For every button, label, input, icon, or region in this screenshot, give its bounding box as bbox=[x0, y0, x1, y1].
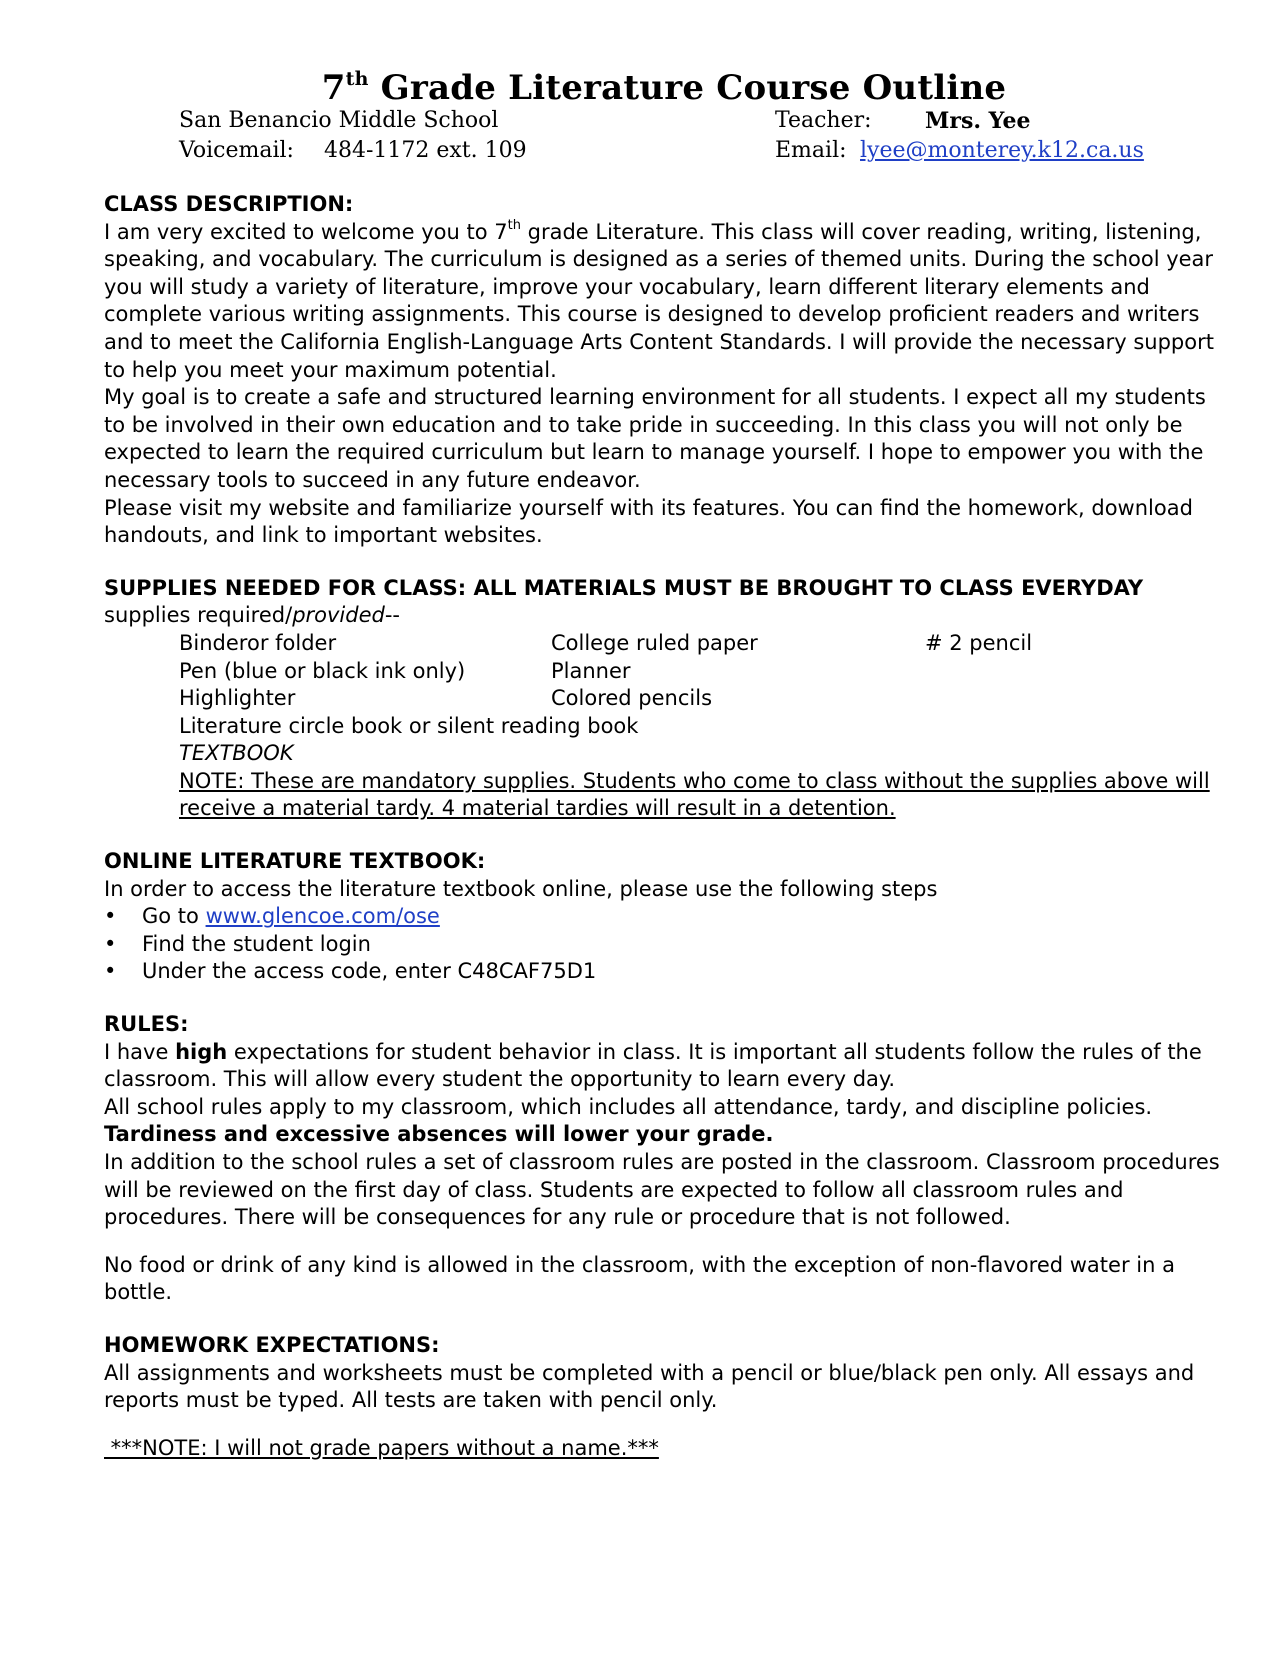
teacher-label: Teacher: bbox=[775, 108, 872, 133]
supplies-list bbox=[104, 630, 1224, 713]
supply-item: College ruled paper bbox=[551, 630, 758, 655]
rules-paragraph-3: In addition to the school rules a set of classroom rules are posted in the classroom. Classroom procedures will be reviewed on the first day of class. Students are expected to follow all classroom rules and procedures. There will be consequences for any rule or procedure that is not followed. bbox=[104, 1150, 1220, 1230]
supply-item: Planner bbox=[551, 658, 631, 683]
bullet-icon: • bbox=[104, 931, 117, 956]
literature-book-item: Literature circle book or silent reading book bbox=[179, 713, 639, 738]
email-label: Email: bbox=[775, 138, 847, 163]
rules-paragraph-2 bbox=[104, 1094, 1224, 1149]
step-text bbox=[142, 903, 440, 931]
supplies-note bbox=[104, 768, 1224, 823]
glencoe-link[interactable]: www.glencoe.com/ose bbox=[205, 904, 440, 929]
supply-item bbox=[925, 658, 1175, 686]
title-grade-suffix: th bbox=[345, 68, 369, 90]
textbook-item: TEXTBOOK bbox=[179, 741, 294, 766]
goal-paragraph: My goal is to create a safe and structured learning environment for all students. I expect all my students to be involved in their own education and to take pride in succeeding. In this class you will not only be expected to learn the required curriculum but learn to manage yourself. I hope to empower you with the necessary tools to succeed in any future endeavor. bbox=[104, 385, 1206, 492]
homework-note bbox=[104, 1435, 1224, 1463]
website-paragraph: Please visit my website and familiarize yourself with its features. You can find the homework, download handouts, and link to important websites. bbox=[104, 495, 1193, 548]
homework-heading: HOMEWORK EXPECTATIONS: bbox=[104, 1332, 440, 1357]
voicemail-value: 484-1172 ext. 109 bbox=[323, 138, 527, 163]
supply-item: Highlighter bbox=[179, 686, 296, 711]
homework-paragraph: All assignments and worksheets must be completed with a pencil or blue/black pen only. All essays and reports must be typed. All tests are taken with pencil only. bbox=[104, 1360, 1195, 1413]
rules-section bbox=[104, 1011, 1224, 1307]
tardiness-warning: Tardiness and excessive absences will lower your grade. bbox=[104, 1122, 774, 1147]
email-cell bbox=[860, 136, 1225, 166]
voicemail bbox=[179, 136, 775, 166]
supply-item: Colored pencils bbox=[551, 686, 713, 711]
bullet-icon: • bbox=[104, 959, 117, 984]
class-description-text-cont: grade Literature. This class will cover reading, writing, listening, speaking, and vocabulary. The curriculum is designed as a series of themed units. During the school year you will study a variety of literature, improve your vocabulary, learn different literary elements and complete various writing assignments. This course is designed to develop proficient readers and writers and to meet the California English-Language Arts Content Standards. I will provide the necessary support to help you meet your maximum potential. bbox=[104, 219, 1214, 382]
list-item bbox=[104, 958, 1224, 986]
voicemail-label: Voicemail: bbox=[179, 138, 294, 163]
rules-heading: RULES: bbox=[104, 1012, 189, 1037]
rules-paragraph-1 bbox=[104, 1039, 1224, 1094]
online-textbook-section bbox=[104, 848, 1224, 986]
class-description-paragraph bbox=[104, 219, 1224, 385]
supplies-intro bbox=[104, 602, 1224, 630]
list-item bbox=[104, 931, 1224, 959]
rules-text: I have bbox=[104, 1039, 176, 1064]
step-prefix: Go to bbox=[142, 904, 206, 929]
supply-item bbox=[925, 685, 1175, 713]
step-text: Find the student login bbox=[142, 931, 371, 956]
title-grade-number: 7 bbox=[321, 68, 346, 108]
online-textbook-heading: ONLINE LITERATURE TEXTBOOK: bbox=[104, 849, 486, 874]
bullet-icon: • bbox=[104, 904, 117, 929]
online-textbook-steps bbox=[104, 903, 1224, 986]
rules-text: All school rules apply to my classroom, which includes all attendance, tardy, and discipline policies. bbox=[104, 1094, 1153, 1119]
supplies-note-text: NOTE: These are mandatory supplies. Students who come to class without the supplies above will receive a material tardy. 4 material tardies will result in a detention. bbox=[179, 768, 1210, 821]
online-textbook-intro: In order to access the literature textbook online, please use the following steps bbox=[104, 876, 938, 901]
supplies-heading: SUPPLIES NEEDED FOR CLASS: ALL MATERIALS MUST BE BROUGHT TO CLASS EVERYDAY bbox=[104, 575, 1144, 600]
course-outline-page bbox=[104, 66, 1224, 1462]
rules-emphasis: high bbox=[175, 1039, 228, 1064]
supplies-section bbox=[104, 575, 1224, 823]
email-link[interactable]: lyee@monterey.k12.ca.us bbox=[860, 138, 1144, 163]
page-title bbox=[104, 66, 1224, 110]
class-description-text: I am very excited to welcome you to 7 bbox=[104, 219, 508, 244]
school-name: San Benancio Middle School bbox=[179, 108, 499, 133]
class-description-heading: CLASS DESCRIPTION: bbox=[104, 192, 354, 216]
header-info bbox=[104, 106, 1224, 166]
supply-item: # 2 pencil bbox=[925, 630, 1033, 655]
homework-note-text: ***NOTE: I will not grade papers without a name.*** bbox=[104, 1435, 659, 1460]
grade-suffix: th bbox=[507, 217, 521, 233]
rules-text-cont: expectations for student behavior in class. It is important all students follow the rules of the classroom. This will allow every student the opportunity to learn every day. bbox=[104, 1039, 1202, 1092]
list-item bbox=[104, 903, 1224, 931]
class-description-section bbox=[104, 191, 1224, 550]
step-text: Under the access code, enter C48CAF75D1 bbox=[142, 959, 597, 984]
supplies-intro-dashes: -- bbox=[384, 603, 400, 628]
teacher-name: Mrs. Yee bbox=[925, 108, 1031, 134]
supply-item: Pen (blue or black ink only) bbox=[179, 658, 466, 683]
homework-section bbox=[104, 1332, 1224, 1462]
supply-item: Binderor folder bbox=[179, 630, 337, 655]
supplies-intro-text: supplies required/ bbox=[104, 603, 293, 628]
supplies-intro-provided: provided bbox=[292, 603, 385, 628]
rules-paragraph-4: No food or drink of any kind is allowed in the classroom, with the exception of non-flavored water in a bottle. bbox=[104, 1252, 1175, 1305]
title-text: Grade Literature Course Outline bbox=[368, 68, 1007, 108]
